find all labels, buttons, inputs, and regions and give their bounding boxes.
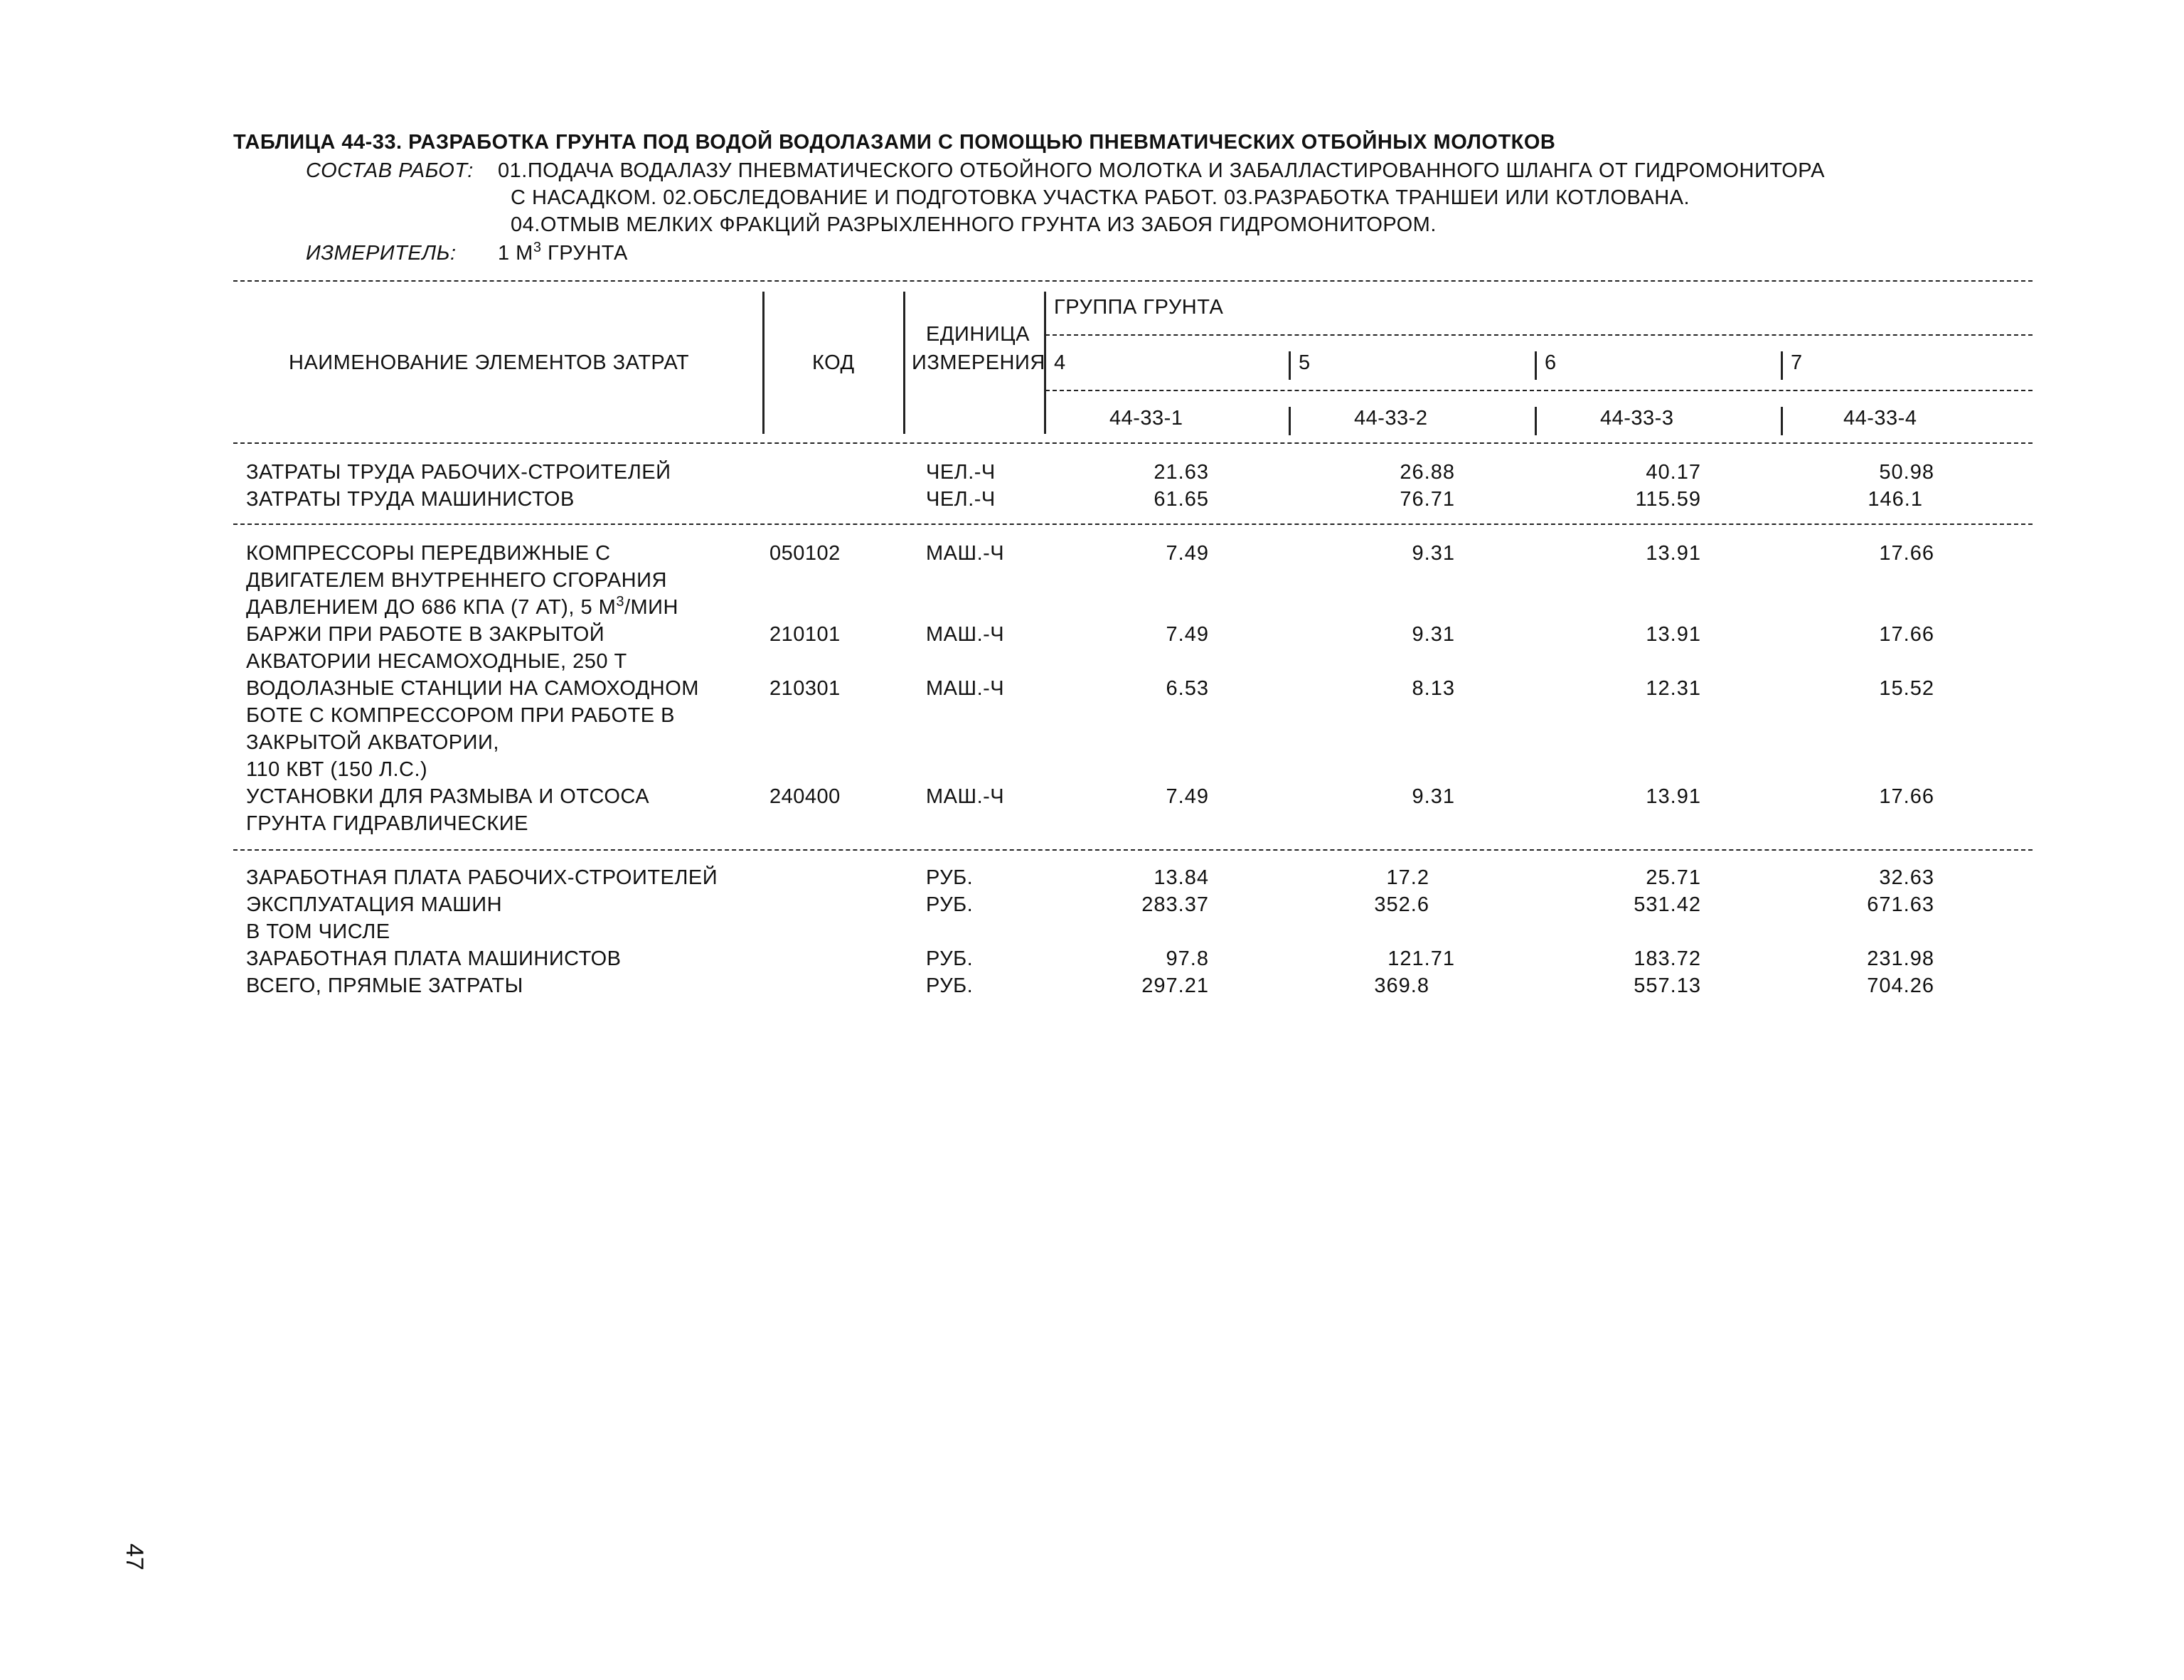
col-sep-g5 [1289,351,1291,380]
work-line-3: 04.ОТМЫВ МЕЛКИХ ФРАКЦИЙ РАЗРЫХЛЕННОГО ГРУНТА ИЗ ЗАБОЯ ГИДРОМОНИТОРОМ. [511,213,1437,236]
document-page: ТАБЛИЦА 44-33. РАЗРАБОТКА ГРУНТА ПОД ВОДОЙ ВОДОЛАЗАМИ С ПОМОЩЬЮ ПНЕВМАТИЧЕСКИХ ОТБОЙНЫХ МОЛОТКОВ СОСТАВ РАБОТ: 01.ПОДАЧА ВОДАЛАЗУ ПНЕВМАТИЧЕСКОГО ОТБОЙНОГО МОЛОТКА И ЗАБАЛЛАСТИРОВАННОГО ШЛАНГА ОТ ГИДРОМОНИТОРА С НАСАДКОМ. 02.ОБСЛЕДОВАНИЕ И ПОДГОТОВКА УЧАСТКА РАБОТ. 03.РАЗРАБОТКА ТРАНШЕИ ИЛИ КОТЛОВАНА. 04.ОТМЫВ МЕЛКИХ ФРАКЦИЙ РАЗРЫХЛЕННОГО ГРУНТА ИЗ ЗАБОЯ ГИДРОМОНИТОРОМ. ИЗМЕРИТЕЛЬ: 1 $М^3$ ГРУНТА НАИМЕНОВАНИЕ ЭЛЕМЕНТОВ ЗАТРАТ КОД ЕДИНИЦА ИЗМЕРЕНИЯ ГРУППА ГРУНТА 4 5 6 7 44-33-1 44-33-2 44-33-3 44-33-4 ЗАТРАТЫ ТРУДА РАБОЧИХ-СТРОИТЕЛЕЙ ЧЕЛ.-Ч 21.63 26.88 40.17 50.98 ЗАТРАТЫ ТРУДА МАШИНИСТОВ ЧЕЛ.-Ч 61.65 76.71 115.59 146.1 КОМПРЕССОРЫ ПЕРЕДВИЖНЫЕ С ДВИГАТЕЛЕМ ВНУТРЕННЕГО СГОРАНИЯ ДАВЛЕНИЕМ ДО 686 КПА (7 АТ), 5 $М^3$/МИН 050102 МАШ.-Ч 7.49 9.31 13.91 17.66 БАРЖИ ПРИ РАБОТЕ В ЗАКРЫТОЙ АКВАТОРИИ НЕСАМОХОДНЫЕ, 250 Т 210101 МАШ.-Ч 7.49 9.31 13.91 17.66 ВОДОЛАЗНЫЕ СТАНЦИИ НА САМОХОДНОМ БОТЕ С КОМПРЕССОРОМ ПРИ РАБОТЕ В ЗАКРЫТОЙ АКВАТОРИИ, 110 КВТ (150 Л.С.) 210301 МАШ.-Ч 6.53 8.13 12.31 15.52 УСТАНОВКИ ДЛЯ РАЗМЫВА И ОТСОСА ГРУНТА ГИДРАВЛИЧЕСКИЕ 240400 МАШ.-Ч 7.49 9.31 13.91 17.66 ЗАРАБОТНАЯ ПЛАТА РАБОЧИХ-СТРОИТЕЛЕЙ РУБ. 13.84 17.2 25.71 32.63 ЭКСПЛУАТАЦИЯ МАШИН РУБ. 283.37 352.6 531.42 671.63 В ТОМ ЧИСЛЕ ЗАРАБОТНАЯ ПЛАТА МАШИНИСТОВ РУБ. 97.8 121.71 183.72 231.98 ВСЕГО, ПРЯМЫЕ ЗАТРАТЫ РУБ. 297.21 369.8 557.13 704.26 47 [0,0,2184,1680]
rule-codes [1045,390,2033,391]
col-sep-g7 [1781,351,1783,380]
col-sep-c2 [1289,407,1291,435]
col-sep-c3 [1535,407,1537,435]
rule-top [233,280,2033,282]
work-line-1: 01.ПОДАЧА ВОДАЛАЗУ ПНЕВМАТИЧЕСКОГО ОТБОЙНОГО МОЛОТКА И ЗАБАЛЛАСТИРОВАННОГО ШЛАНГА ОТ ГИДРОМОНИТОРА [498,159,1826,182]
header-group-title: ГРУППА ГРУНТА [1054,296,1224,319]
header-unit-1: ЕДИНИЦА [926,323,1030,346]
header-name: НАИМЕНОВАНИЕ ЭЛЕМЕНТОВ ЗАТРАТ [289,351,690,374]
rule-header-bottom [233,442,2033,444]
work-label: СОСТАВ РАБОТ: [306,159,474,182]
col-sep-g6 [1535,351,1537,380]
page-number: 47 [121,1543,148,1570]
rule-labor-bottom [233,523,2033,525]
header-code-1: 44-33-1 [1109,407,1183,430]
header-group-7: 7 [1791,351,1803,374]
measure-value: 1 $М^3$ ГРУНТА [498,240,628,265]
header-code-2: 44-33-2 [1354,407,1428,430]
col-sep-c4 [1781,407,1783,435]
header-code: КОД [812,351,855,374]
col-sep-code [903,292,905,434]
header-code-3: 44-33-3 [1600,407,1674,430]
header-group-4: 4 [1054,351,1066,374]
rule-group [1045,334,2033,336]
header-code-4: 44-33-4 [1843,407,1917,430]
header-group-6: 6 [1545,351,1557,374]
header-group-5: 5 [1299,351,1311,374]
header-unit-2: ИЗМЕРЕНИЯ [912,351,1045,374]
rule-machines-bottom [233,849,2033,851]
col-sep-name [762,292,765,434]
table-title: ТАБЛИЦА 44-33. РАЗРАБОТКА ГРУНТА ПОД ВОДОЙ ВОДОЛАЗАМИ С ПОМОЩЬЮ ПНЕВМАТИЧЕСКИХ ОТБОЙНЫХ МОЛОТКОВ [233,131,1556,154]
work-line-2: С НАСАДКОМ. 02.ОБСЛЕДОВАНИЕ И ПОДГОТОВКА УЧАСТКА РАБОТ. 03.РАЗРАБОТКА ТРАНШЕИ ИЛИ КОТЛОВАНА. [511,186,1690,209]
measure-label: ИЗМЕРИТЕЛЬ: [306,242,457,265]
